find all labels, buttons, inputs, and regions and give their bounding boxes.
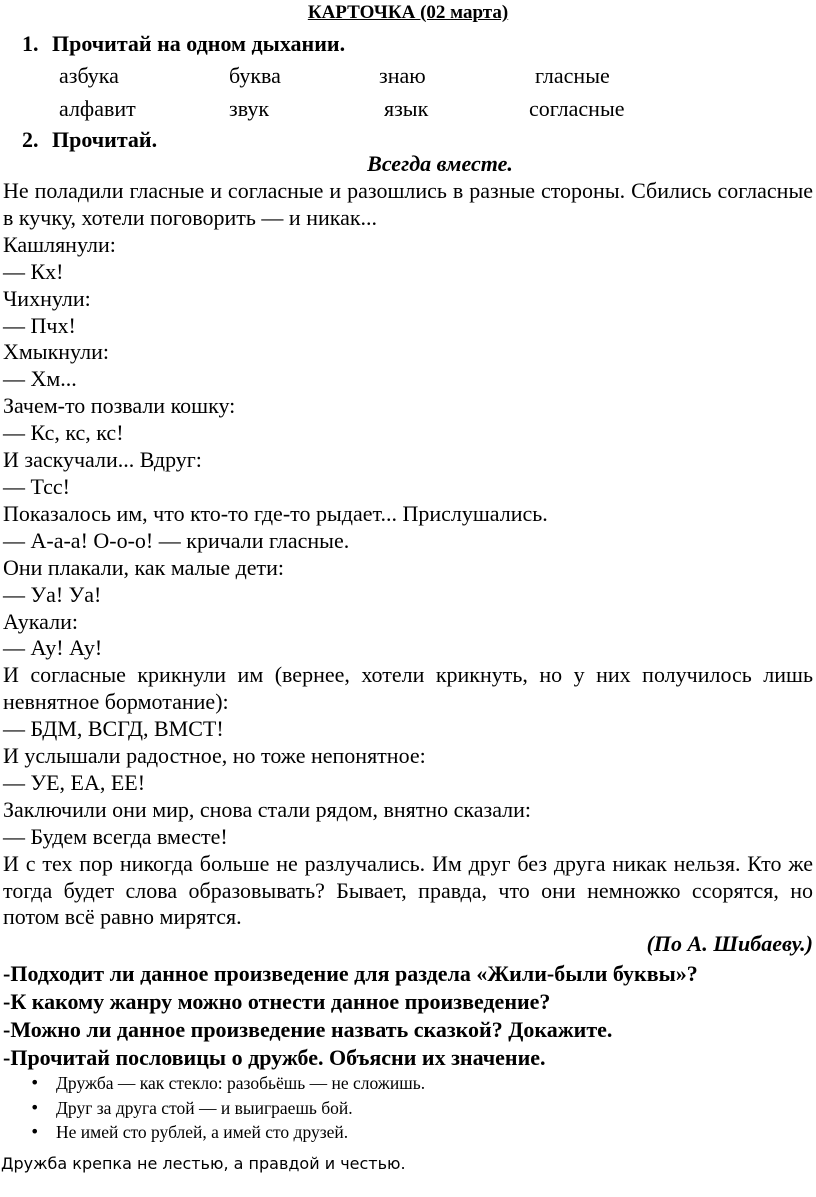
question: -Подходит ли данное произведение для раздела «Жили-были буквы»? <box>3 961 698 986</box>
task-2-number: 2. <box>22 127 39 152</box>
question: -К какому жанру можно отнести данное произведение? <box>3 989 551 1014</box>
story-line: Хмыкнули: <box>3 339 109 365</box>
word: согласные <box>529 96 625 121</box>
word-row-1 <box>59 62 799 90</box>
story-line: И услышали радостное, но тоже непонятное: <box>3 743 426 769</box>
task-1-heading <box>22 30 345 58</box>
story-line: — Пчх! <box>3 312 76 338</box>
story-line: И заскучали... Вдруг: <box>3 447 202 473</box>
story-final-paragraph <box>3 851 813 932</box>
story-line: Кашлянули: <box>3 231 116 257</box>
story-line: — Будем всегда вместе! <box>3 823 228 849</box>
story-line: Не поладили гласные и согласные и разошлись в разные стороны. Сбились согласные в кучку, хотели поговорить — и никак... <box>3 178 813 230</box>
story-title: Всегда вместе. <box>367 151 513 176</box>
questions-block <box>3 960 813 1072</box>
story-line: Показалось им, что кто-то где-то рыдает... Прислушались. <box>3 500 548 526</box>
final-proverb: Дружба крепка не лестью, а правдой и честью. <box>1 1154 406 1173</box>
story-line: Заключили они мир, снова стали рядом, внятно сказали: <box>3 796 532 822</box>
story-line: — Кс, кс, кс! <box>3 420 124 446</box>
task-1-number: 1. <box>22 31 39 56</box>
word: азбука <box>59 63 119 88</box>
story-line: Зачем-то позвали кошку: <box>3 393 236 419</box>
word: знаю <box>379 63 426 88</box>
task-1-text: Прочитай на одном дыхании. <box>52 31 346 56</box>
story-line: — А-а-а! О-о-о! — кричали гласные. <box>3 527 350 553</box>
word-row-2 <box>59 95 799 123</box>
word: гласные <box>535 63 610 88</box>
proverb-item: • Не имей сто рублей, а имей сто друзей. <box>30 1120 810 1145</box>
story-line: — Тсс! <box>3 473 70 499</box>
word: буква <box>229 63 281 88</box>
proverb-item: • Дружба — как стекло: разобьёшь — не сложишь. <box>30 1071 810 1096</box>
card-title: КАРТОЧКА (02 марта) <box>307 2 509 23</box>
task-2-text: Прочитай. <box>52 127 158 152</box>
story-line: — БДМ, ВСГД, ВМСТ! <box>3 716 224 742</box>
story-line: И согласные крикнули им (вернее, хотели крикнуть, но у них получилось лишь невнятное бормотание): <box>3 662 813 715</box>
story-line: — Хм... <box>3 366 77 392</box>
story-final-text: И с тех пор никогда больше не разлучались. Им друг без друга никак нельзя. Кто же тогда будет слова образовывать? Бывает, правда, что они немножко ссорятся, но потом всё равно мирятся. <box>3 850 813 930</box>
question: -Прочитай пословицы о дружбе. Объясни их значение. <box>3 1045 546 1070</box>
story-line: Чихнули: <box>3 285 91 311</box>
story-line: — УЕ, ЕА, ЕЕ! <box>3 769 146 795</box>
word: звук <box>229 96 270 121</box>
word: алфавит <box>59 96 136 121</box>
story-line: Аукали: <box>3 608 78 634</box>
story-line: — Кх! <box>3 258 64 284</box>
proverbs-list <box>30 1071 810 1145</box>
story-line: Они плакали, как малые дети: <box>3 554 285 580</box>
word: язык <box>384 96 429 121</box>
story-author: (По А. Шибаеву.) <box>646 931 813 956</box>
story-line: — Ау! Ау! <box>3 635 103 661</box>
story-text <box>3 178 813 956</box>
story-line: — Уа! Уа! <box>3 581 102 607</box>
proverb-item: • Друг за друга стой — и выиграешь бой. <box>30 1096 810 1121</box>
question: -Можно ли данное произведение назвать сказкой? Докажите. <box>3 1017 613 1042</box>
